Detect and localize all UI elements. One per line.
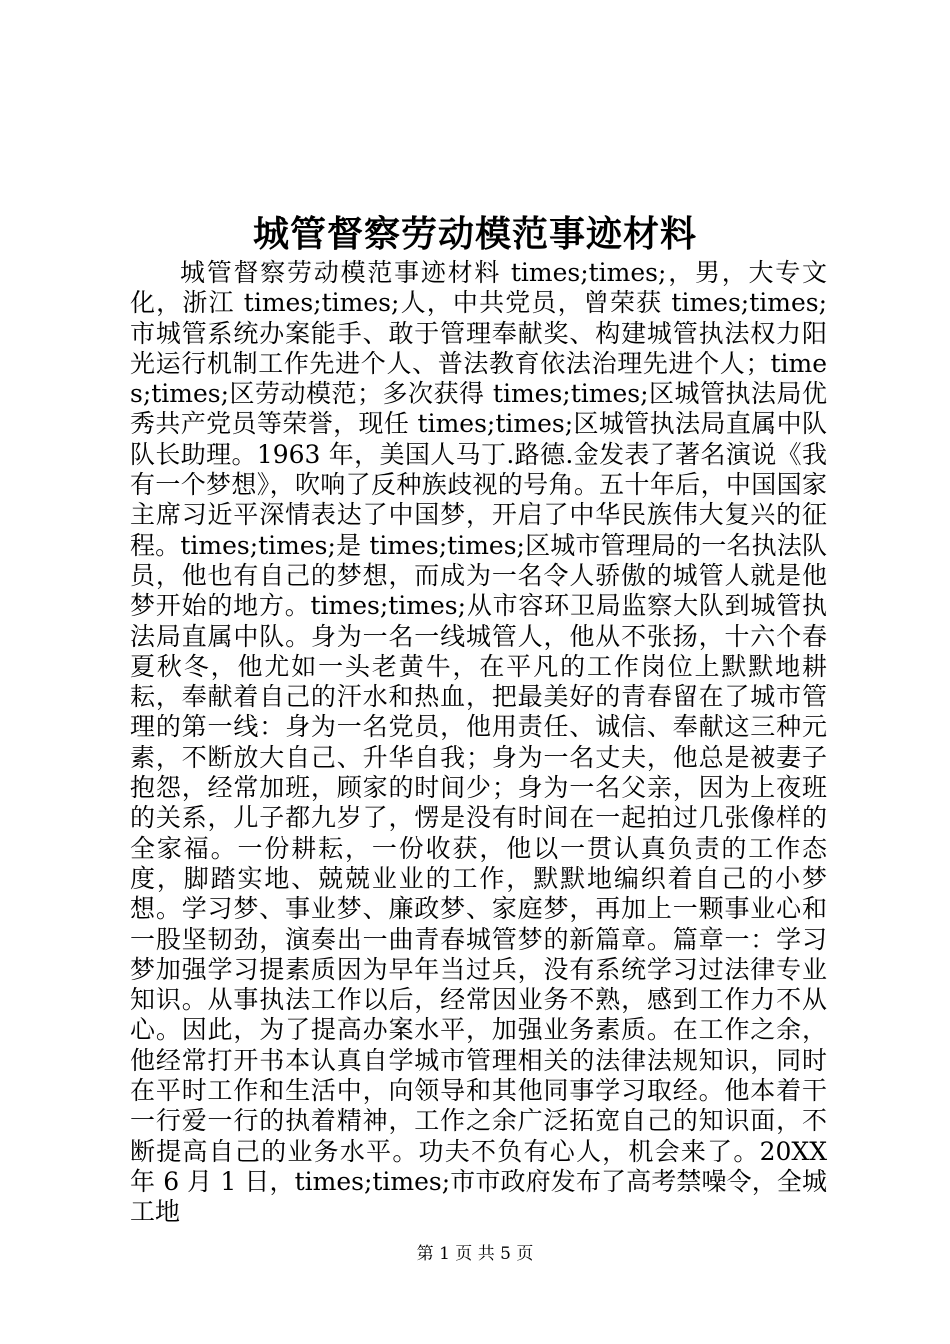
page-footer: 第 1 页 共 5 页 [416, 1244, 534, 1264]
document-title: 城管督察劳动模范事迹材料 [252, 213, 697, 256]
document-body: 城管督察劳动模范事迹材料 times;times;，男，大专文化，浙江 times;times;人，中共党员，曾荣获 times;times;市城管系统办案能手、敢于管理奉献奖、构建城管执法权力阳光运行机制工作先进个人、普法教育依法治理先进个人；times;times;区劳动模范；多次获得 times;times;区城管执法局优秀共产党员等荣誉，现任 times;times;区城管执法局直属中队队长助理。1963 年，美国人马丁.路德.金发表了著名演说《我有一个梦想》，吹响了反种族歧视的号角。五十年后，中国国家主席习近平深情表达了中国梦，开启了中华民族伟大复兴的征程。times;times;是 times;times;区城市管理局的一名执法队员，他也有自己的梦想，而成为一名令人骄傲的城管人就是他梦开始的地方。times;times;从市容环卫局监察大队到城管执法局直属中队。身为一名一线城管人，他从不张扬，十六个春夏秋冬，他尤如一头老黄牛，在平凡的工作岗位上默默地耕耘，奉献着自己的汗水和热血，把最美好的青春留在了城市管理的第一线：身为一名党员，他用责任、诚信、奉献这三种元素，不断放大自己、升华自我；身为一名丈夫，他总是被妻子抱怨，经常加班，顾家的时间少；身为一名父亲，因为上夜班的关系，儿子都九岁了，愣是没有时间在一起拍过几张像样的全家福。一份耕耘，一份收获，他以一贯认真负责的工作态度，脚踏实地、兢兢业业的工作，默默地编织着自己的小梦想。学习梦、事业梦、廉政梦、家庭梦，再加上一颗事业心和一股坚韧劲，演奏出一曲青春城管梦的新篇章。篇章一：学习梦加强学习提素质因为早年当过兵，没有系统学习过法律专业知识。从事执法工作以后，经常因业务不熟，感到工作力不从心。因此，为了提高办案水平，加强业务素质。在工作之余，他经常打开书本认真自学城市管理相关的法律法规知识，同时在平时工作和生活中，向领导和其他同事学习取经。他本着干一行爱一行的执着精神，工作之余广泛拓宽自己的知识面，不断提高自己的业务水平。功夫不负有心人，机会来了。20XX 年 6 月 1 日，times;times;市市政府发布了高考禁噪令，全城工地 [130, 258, 827, 1227]
